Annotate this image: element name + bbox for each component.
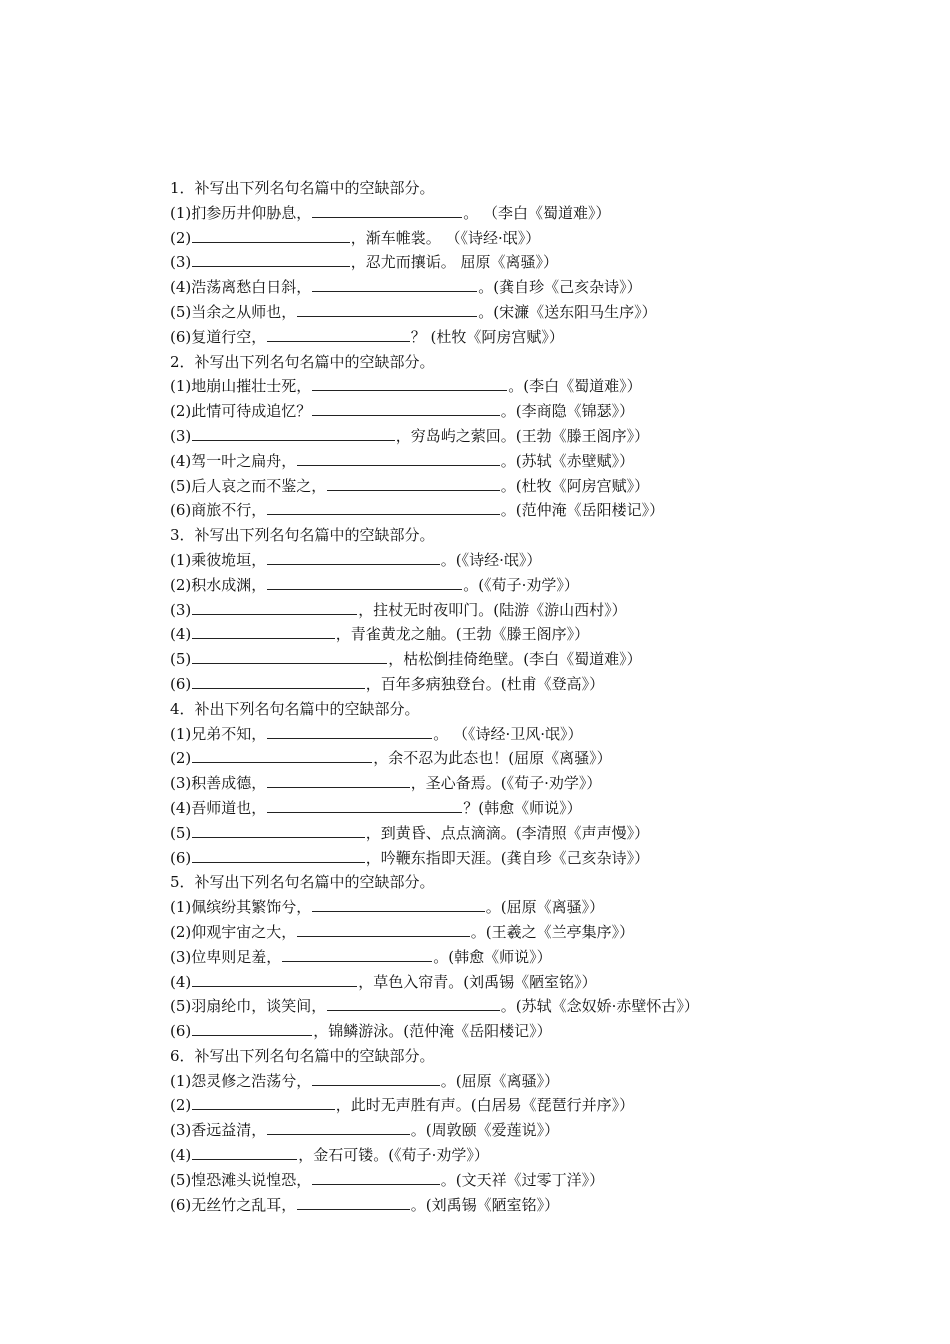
question-prefix: (3) [170,426,192,445]
answer-blank[interactable] [192,1095,335,1110]
question-line [170,1143,930,1168]
question-line [170,945,930,970]
question-prefix: (1)地崩山摧壮士死， [170,377,312,396]
question-line [170,1069,930,1094]
question-prefix: (4)驾一叶之扁舟， [170,451,297,470]
answer-blank[interactable] [267,798,462,813]
question-line [170,399,930,424]
question-line [170,846,930,871]
section-heading: 3．补写出下列名句名篇中的空缺部分。 [170,526,435,545]
answer-blank[interactable] [192,228,350,243]
answer-blank[interactable] [192,848,365,863]
question-suffix: ，金石可镂。(《荀子·劝学》） [298,1146,489,1165]
question-suffix: 。(龚自珍《己亥杂诗》） [478,278,642,297]
question-prefix: (5)羽扇纶巾，谈笑间， [170,997,327,1016]
answer-blank[interactable] [297,1195,410,1210]
answer-blank[interactable] [192,624,335,639]
answer-blank[interactable] [327,476,500,491]
answer-blank[interactable] [312,1170,440,1185]
question-suffix: 。 （李白《蜀道难》） [463,203,611,222]
worksheet [170,176,930,1217]
question-prefix: (4) [170,625,192,644]
answer-blank[interactable] [312,1071,440,1086]
question-suffix: ，渐车帷裳。 （《诗经·氓》） [350,228,541,247]
question-prefix: (2) [170,749,192,768]
question-suffix: 。(宋濂《送东阳马生序》） [478,302,657,321]
question-line [170,746,930,771]
question-prefix: (1)怨灵修之浩荡兮， [170,1071,312,1090]
question-line [170,1193,930,1218]
question-line [170,771,930,796]
question-prefix: (5)后人哀之而不鉴之， [170,476,327,495]
question-suffix: ，此时无声胜有声。(白居易《琵琶行并序》） [335,1096,635,1115]
question-prefix: (2) [170,1096,192,1115]
question-line [170,994,930,1019]
question-suffix: 。(屈原《离骚》） [485,898,605,917]
answer-blank[interactable] [192,748,372,763]
question-suffix: 。 （《诗经·卫风·氓》） [433,724,583,743]
section-heading: 6．补写出下列名句名篇中的空缺部分。 [170,1046,435,1065]
question-line [170,300,930,325]
question-line [170,374,930,399]
question-prefix: (2)积水成渊， [170,575,267,594]
question-prefix: (1)扪参历井仰胁息， [170,203,312,222]
section-heading: 1．补写出下列名句名篇中的空缺部分。 [170,179,435,197]
question-prefix: (3)位卑则足羞， [170,947,282,966]
question-suffix: 。(范仲淹《岳阳楼记》） [500,501,665,520]
question-suffix: 。(苏轼《赤壁赋》） [500,451,635,470]
question-suffix: ？ (杜牧《阿房宫赋》） [410,327,564,346]
answer-blank[interactable] [297,302,477,317]
answer-blank[interactable] [297,451,500,466]
question-suffix: ，锦鳞游泳。(范仲淹《岳阳楼记》） [313,1022,552,1041]
question-suffix: ，余不忍为此态也！(屈原《离骚》） [373,749,612,768]
section-heading: 5．补写出下列名句名篇中的空缺部分。 [170,873,435,892]
question-suffix: ，穷岛屿之萦回。(王勃《滕王阁序》） [395,426,650,445]
question-line [170,672,930,697]
question-line [170,920,930,945]
question-prefix: (6)无丝竹之乱耳， [170,1195,297,1214]
question-prefix: (5) [170,823,192,842]
question-prefix: (6)商旅不行， [170,501,267,520]
question-line [170,796,930,821]
question-prefix: (3) [170,600,192,619]
question-prefix: (1)兄弟不知， [170,724,267,743]
question-line [170,1093,930,1118]
section-heading: 2．补写出下列名句名篇中的空缺部分。 [170,352,435,371]
question-line [170,622,930,647]
question-prefix: (6)复道行空， [170,327,267,346]
question-suffix: 。(王羲之《兰亭集序》） [470,922,635,941]
question-prefix: (4) [170,1146,192,1165]
question-line [170,895,930,920]
question-line [170,474,930,499]
question-suffix: ，青雀黄龙之舳。(王勃《滕王阁序》） [335,625,590,644]
answer-blank[interactable] [312,401,500,416]
answer-blank[interactable] [192,674,365,689]
question-prefix: (6) [170,1022,192,1041]
answer-blank[interactable] [312,897,485,912]
answer-blank[interactable] [312,376,507,391]
question-suffix: ，枯松倒挂倚绝壁。(李白《蜀道难》） [388,650,642,669]
question-line [170,722,930,747]
question-line [170,250,930,275]
question-suffix: 。(杜牧《阿房宫赋》） [500,476,650,495]
question-line [170,573,930,598]
question-suffix: 。(韩愈《师说》） [433,947,552,966]
answer-blank[interactable] [312,203,462,218]
question-suffix: 。(文天祥《过零丁洋》） [440,1170,605,1189]
question-suffix: 。(周敦颐《爱莲说》） [410,1121,560,1140]
question-suffix: ，到黄昏、点点滴滴。(李清照《声声慢》） [365,823,650,842]
question-suffix: 。(刘禹锡《陋室铭》） [410,1195,560,1214]
question-line [170,548,930,573]
question-line [170,821,930,846]
answer-blank[interactable] [192,972,357,987]
question-prefix: (4) [170,972,192,991]
answer-blank[interactable] [327,996,500,1011]
answer-blank[interactable] [192,823,365,838]
answer-blank[interactable] [267,1120,410,1135]
question-prefix: (5)惶恐滩头说惶恐， [170,1170,312,1189]
question-line [170,598,930,623]
question-prefix: (2)此情可待成追忆？ [170,402,312,421]
question-prefix: (1)乘彼垝垣， [170,550,267,569]
question-suffix: ，百年多病独登台。(杜甫《登高》） [365,674,605,693]
question-suffix: ？(韩愈《师说》） [463,798,582,817]
question-line [170,1118,930,1143]
question-line [170,201,930,226]
question-line [170,647,930,672]
answer-blank[interactable] [267,327,410,342]
question-prefix: (1)佩缤纷其繁饰兮， [170,898,312,917]
question-suffix: 。(苏轼《念奴娇·赤壁怀古》） [500,997,699,1016]
answer-blank[interactable] [267,550,440,565]
question-suffix: 。(《诗经·氓》） [440,550,542,569]
question-suffix: ，吟鞭东指即天涯。(龚自珍《己亥杂诗》） [365,848,650,867]
question-line [170,498,930,523]
question-prefix: (2)仰观宇宙之大， [170,922,297,941]
question-suffix: ，草色入帘青。(刘禹锡《陋室铭》） [358,972,597,991]
question-line [170,275,930,300]
answer-blank[interactable] [192,1021,312,1036]
question-line [170,970,930,995]
question-prefix: (3) [170,253,192,272]
question-prefix: (5)当余之从师也， [170,302,297,321]
question-line [170,325,930,350]
question-suffix: 。(屈原《离骚》） [440,1071,560,1090]
question-prefix: (6) [170,848,192,867]
answer-blank[interactable] [192,649,387,664]
answer-blank[interactable] [282,947,432,962]
question-line [170,1019,930,1044]
question-suffix: ，拄杖无时夜叩门。(陆游《游山西村》） [358,600,627,619]
question-prefix: (3)香远益清， [170,1121,267,1140]
question-suffix: 。(李白《蜀道难》） [508,377,642,396]
question-prefix: (4)浩荡离愁白日斜， [170,278,312,297]
question-line [170,226,930,251]
question-suffix: 。(《荀子·劝学》） [463,575,579,594]
question-prefix: (5) [170,650,192,669]
question-prefix: (2) [170,228,192,247]
question-line [170,424,930,449]
answer-blank[interactable] [312,277,477,292]
question-suffix: ，忍尤而攘诟。 屈原《离骚》） [350,253,559,272]
answer-blank[interactable] [192,600,357,615]
answer-blank[interactable] [192,1145,297,1160]
answer-blank[interactable] [192,252,350,267]
answer-blank[interactable] [192,426,395,441]
question-prefix: (4)吾师道也， [170,798,267,817]
answer-blank[interactable] [297,922,470,937]
section-heading: 4．补出下列名句名篇中的空缺部分。 [170,699,420,718]
question-prefix: (3)积善成德， [170,774,267,793]
question-prefix: (6) [170,674,192,693]
answer-blank[interactable] [267,575,462,590]
question-suffix: ，圣心备焉。(《荀子·劝学》） [410,774,602,793]
question-line [170,1168,930,1193]
answer-blank[interactable] [267,773,410,788]
question-suffix: 。(李商隐《锦瑟》） [500,402,635,421]
question-line [170,449,930,474]
answer-blank[interactable] [267,724,432,739]
answer-blank[interactable] [267,500,500,515]
